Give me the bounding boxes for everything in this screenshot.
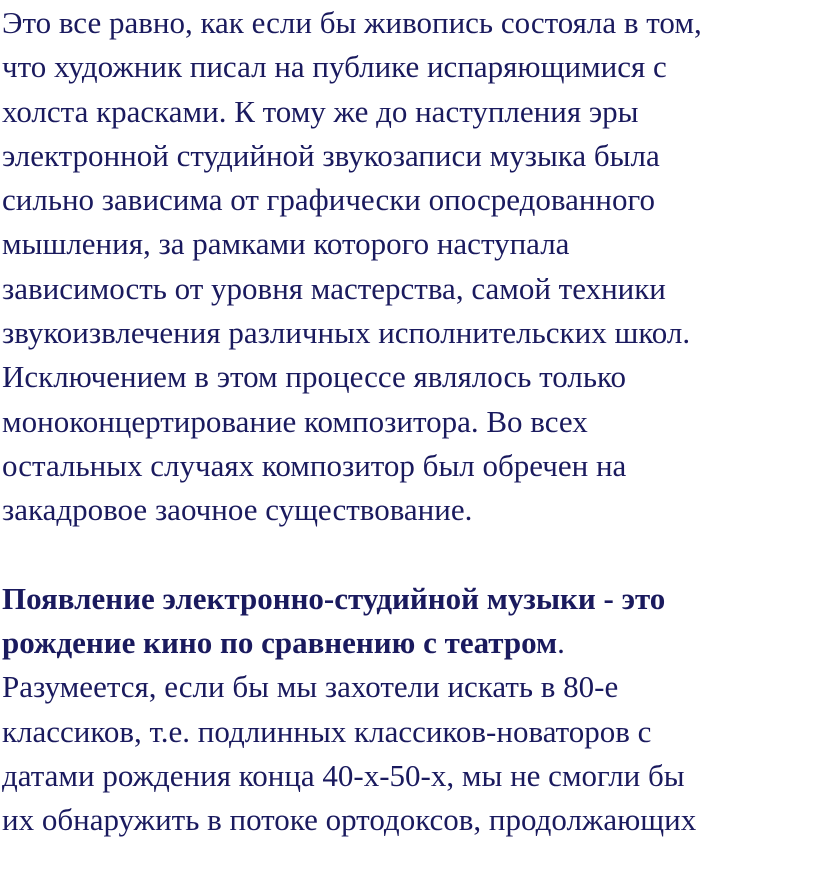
paragraph-break [2,533,702,577]
text-line: Это все равно, как если бы живопись состояла в том, [2,5,702,40]
text-line: холста красками. К тому же до наступления эры [2,93,639,129]
text-line: Исключением в этом процессе являлось только [2,359,626,395]
document-text [2,1,702,843]
text-line: датами рождения конца 40-х-50-х, мы не смогли бы [2,758,685,794]
bold-heading-line: Появление электронно-студийной музыки - это [2,580,666,616]
bold-heading-line: рождение кино по сравнению с театром [2,625,558,661]
text-line: их обнаружить в потоке ортодоксов, продолжающих [2,802,697,838]
text-line: моноконцертирование композитора. Во всех [2,403,588,439]
text-line: мышления, за рамками которого наступала [2,226,570,262]
text-line: сильно зависима от графически опосредованного [2,182,655,218]
text-line: Разумеется, если бы мы захотели искать в 80-е [2,669,619,705]
text-line: звукоизвлечения различных исполнительских школ. [2,315,691,351]
text-line: что художник писал на публике испаряющимися с [2,49,667,85]
text-line: закадровое заочное существование. [2,492,473,528]
text-line: зависимость от уровня мастерства, самой техники [2,270,666,306]
period: . [557,625,565,661]
text-line: классиков, т.е. подлинных классиков-новаторов с [2,713,652,749]
text-line: остальных случаях композитор был обречен на [2,447,627,483]
text-line: электронной студийной звукозаписи музыка была [2,137,660,173]
text-line [2,621,702,665]
